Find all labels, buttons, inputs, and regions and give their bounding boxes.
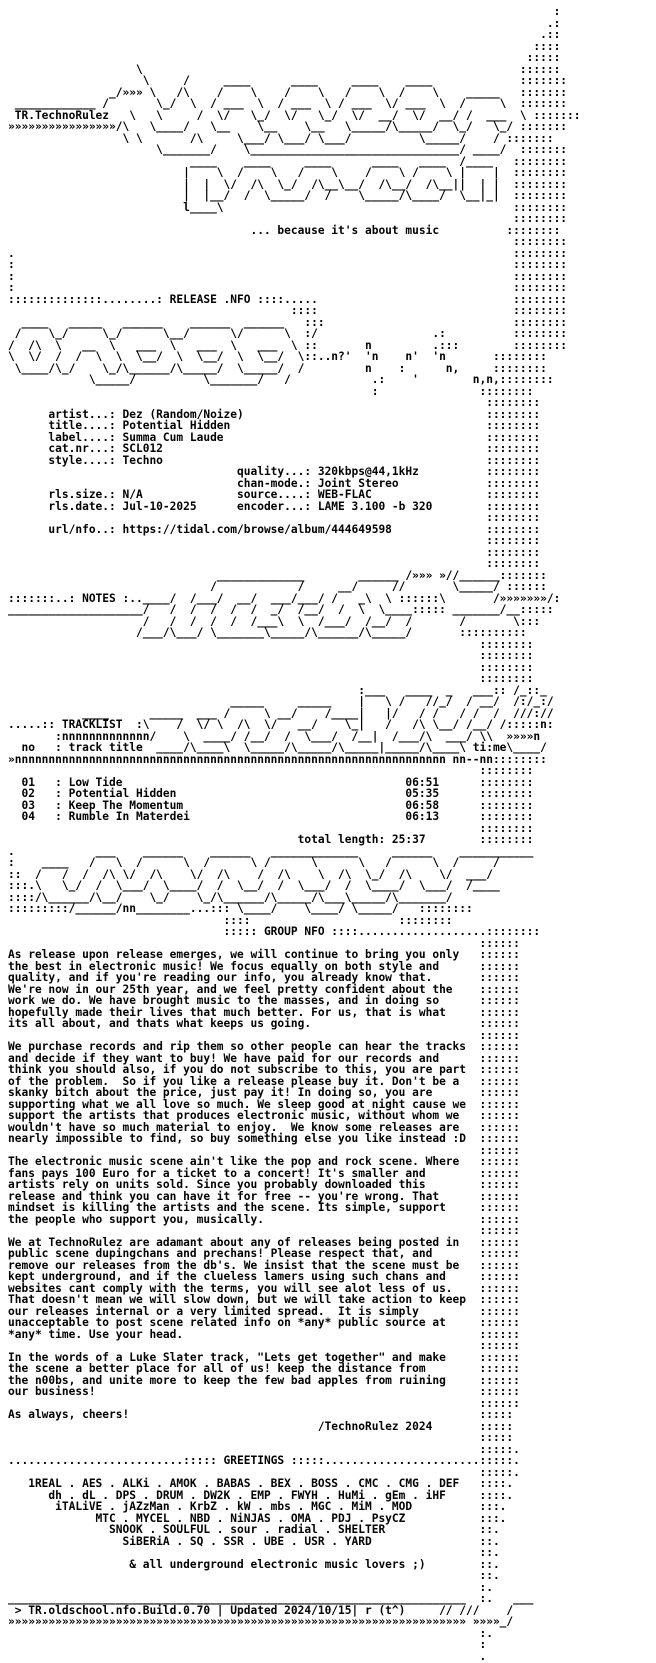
nfo-text-block: : .: .:: :::: ::::: \ :::::: \ / ____ ____ ____ ____ ::::::: _/»»» \ /\ / \ / \ / \ / \ _____ ::::::: ____________ / \_/ \ / ___ \ / ___ \ / ___ \/ ___ \ / \ ::::::: TR.TechnoRulez \ \ / \/ \_/ \/ \_/ \/ __/ \/ __/ / ___ \ ::::::: »»»»»»»»»»»»»»»»/\ \____/ \__ \__ \__ \_____/\_____/ \_/ \_/ ::::::: \ \ /\ \___/ \___/ \___/ \_____/ / ::::::: \_______/ \_______________________________/ ____/ ::::::: ____ ____ ____ ____ ____ /____ :::::::: | \ / \ / \ / \ / \ | | :::::::: | | \/ /\ \_/ /\__\__/ /\__/ /\__|| | | :::::::: | |__/ / \_____/ / \_____/\____/ \__|_| :::::::: l____\ :::::::: :::::::: ... because it's about music :::::::: :::::::: . :::::::: : :::::::: : :::::::: : :::::::: ::::::::::::::........: RELEASE .NFO ::::..... :::::::: :::: :::::::: ____ _____ ______ ______ ______ ::: :::::::: / \_/ \_/ \__/ \/ \ :/ .: :::::::: / /\ \ __ \ ___ \ ___ \ ___ \ :: n .::: :::::::: \ \/ / / \ \ \__/ \ \__/ \ \__/ \::..n?' 'n n' 'n :::::::: \____/\_/ \_/\______/\_____/ \_____/ / n : n, :::::::: \_____/ \_______/ / .: ' n,n,:::::::: : :::::::: :::::::: artist...: Dez (Random/Noize) :::::::: title....: Potential Hidden :::::::: label....: Summa Cum Laude :::::::: cat.nr...: SCL012 :::::::: style....: Techno :::::::: quality...: 320kbps@44,1kHz :::::::: chan-mode.: Joint Stereo :::::::: rls.size.: N/A source....: WEB-FLAC :::::::: rls.date.: Jul-10-2025 encoder...: LAME 3.100 -b 320 :::::::: :::::::: url/nfo..: https://tidal.com/browse/album/444649598 :::::::: :::::::: :::::::: :::::::: _____________ ______ /»»» »//______::::::: / / __/ // \_____/ :::::: :::::::..: NOTES :..____/ /___/ __/ ___/___/ / _\ \ ::::::\ /»»»»»»»/: ____________________/ / / / / / _/ /__/ / \ \____::::: _______/__::::: / / / / / /___\ \ /___/ /__/ / / \::: /___/\___/ \_______\_____/\______/\_____/ :::::::::: :::::::: :::::::: :::::::: :::::::: :___ ____ _ ___:: /_::_ _____ _____ | \ / //_/ / __/ /:/_:/ ____ _____ ___ / \ __/ /____| |/ / / / / / ///:// .....:: TRACKLIST :\ / \/ \ /\ \/ __/ \_| / /\ \__/ /__/ /:::::n: :nnnnnnnnnnnnn/ \ ____/ /__/ / \___/ /__| /___/\ ___/ \\ »»»»n no : track title ____/\____\ \_____/\_____/\_____|_____/\____\ ti:me\____/ »nnnnnnnnnnnnnnnnnnnnnnnnnnnnnnnnnnnnnnnnnnnnnnnnnnnnnnnnnnnnnnnn nn--nn:::::::: :::::::: 01 : Low Tide 06:51 :::::::: 02 : Potential Hidden 05:35 :::::::: 03 : Keep The Momentum 06:58 :::::::: 04 : Rumble In Materdei 06:13 :::::::: :::::::: total length: 25:37 :::::::: . ___ ______ ______ _____________ ______ ___________ : ____ / \ / \ / \ / \ \ / \ / / :: / / / /\ \/ /\ \/ /\ / /\ \ /\ \_/ /\ \/ ___/ :::.\ \_/ / \___/ \____/ / \__/ / \___/ / \____/ \___/ /____ ::::/\______/\__/ \_/ \_/\______/\_____/\___\_____/\_______/ :::::::::/______/nn________...::: \____/ \____/ \_____/ :::::::: :::: :::::::: ::::: GROUP NFO ::::...................:::::::: :::::: As release upon release emerges, we will continue to bring you only :::::: the best in electronic music! We focus equally on both style and :::::: quality, and if you're reading our info, you already know that. :::::: We're now in our 25th year, and we feel pretty confident about the :::::: work we do. We have brought music to the masses, and in doing so :::::: hopefully made their lives that much better. For us, that is what :::::: its all about, and thats what keeps us going. :::::: :::::: We purchase records and rip them so other people can hear the tracks :::::: and decide if they want to buy! We have paid for our records and :::::: think you should also, if you do not subscribe to this, you are part :::::: of the problem. So if you like a release please buy it. Don't be a :::::: skanky bitch about the price, just pay it! In doing so, you are :::::: supporting what we all love so much. We sleep good at night cause we :::::: support the artists that produces electronic music, without whom we :::::: wouldn't have so much material to enjoy. We know some releases are :::::: nearly impossible to find, so buy something else you like instead :D :::::: :::::: The electronic music scene ain't like the pop and rock scene. Where :::::: fans pays 100 Euro for a ticket to a concert! It's smaller and :::::: artists rely on units sold. Since you probably downloaded this :::::: release and think you can have it for free -- you're wrong. That :::::: mindset is killing the artists and the scene. Its simple, support :::::: the people who support you, musically. :::::: :::::: We at TechnoRulez are adamant about any of releases being posted in :::::: public scene dupingchans and prechans! Please respect that, and :::::: remove our releases from the db's. We insist that the scene must be :::::: kept underground, and if the clueless lamers using such chans and :::::: websites cant comply with the terms, you will see alot less of us. :::::: That doesn't mean we will slow down, but we will take action to keep :::::: our releases internal or a very limited spread. It is simply :::::: unacceptable to post scene related info on *any* public source at :::::: *any* time. Use your head. :::::: :::::: In the words of a Luke Slater track, "Lets get together" and make :::::: the scene a better place for all of us! keep the distance from :::::: the n00bs, and unite more to keep the few bad apples from ruining :::::: our business! :::::: :::::: As always, cheers! ::::: /TechnoRulez 2024 ::::: ::::: :::::. ..........................::::: GREETINGS :::::.......................:::::. :::::. 1REAL . AES . ALKi . AMOK . BABAS . BEX . BOSS . CMC . CMG . DEF ::::. dh . dL . DPS . DRUM . DW2K . EMP . FWYH . HuMi . gEm . iHF ::::. iTALiVE . jAZzMan . KrbZ . kW . mbs . MGC . MiM . MOD :::. MTC . MYCEL . NBD . NiNJAS . OMA . PDJ . PsyCZ :::. SNOOK . SOULFUL . sour . radial . SHELTER ::. SiBERiA . SQ . SSR . UBE . USR . YARD ::. ::. & all underground electronic music lovers ;) ::. ::. :. ____________________________________________________________________ :. ___ > TR.oldschool.nfo.Build.0.70 | Updated 2024/10/15| r (t^) // /// / »»»»»»»»»»»»»»»»»»»»»»»»»»»»»»»»»»»»»»»»»»»»»»»»»»»»»»»»»»»»»»»»»»»» »»»»_/ :. : . [8,5,581,1663]
